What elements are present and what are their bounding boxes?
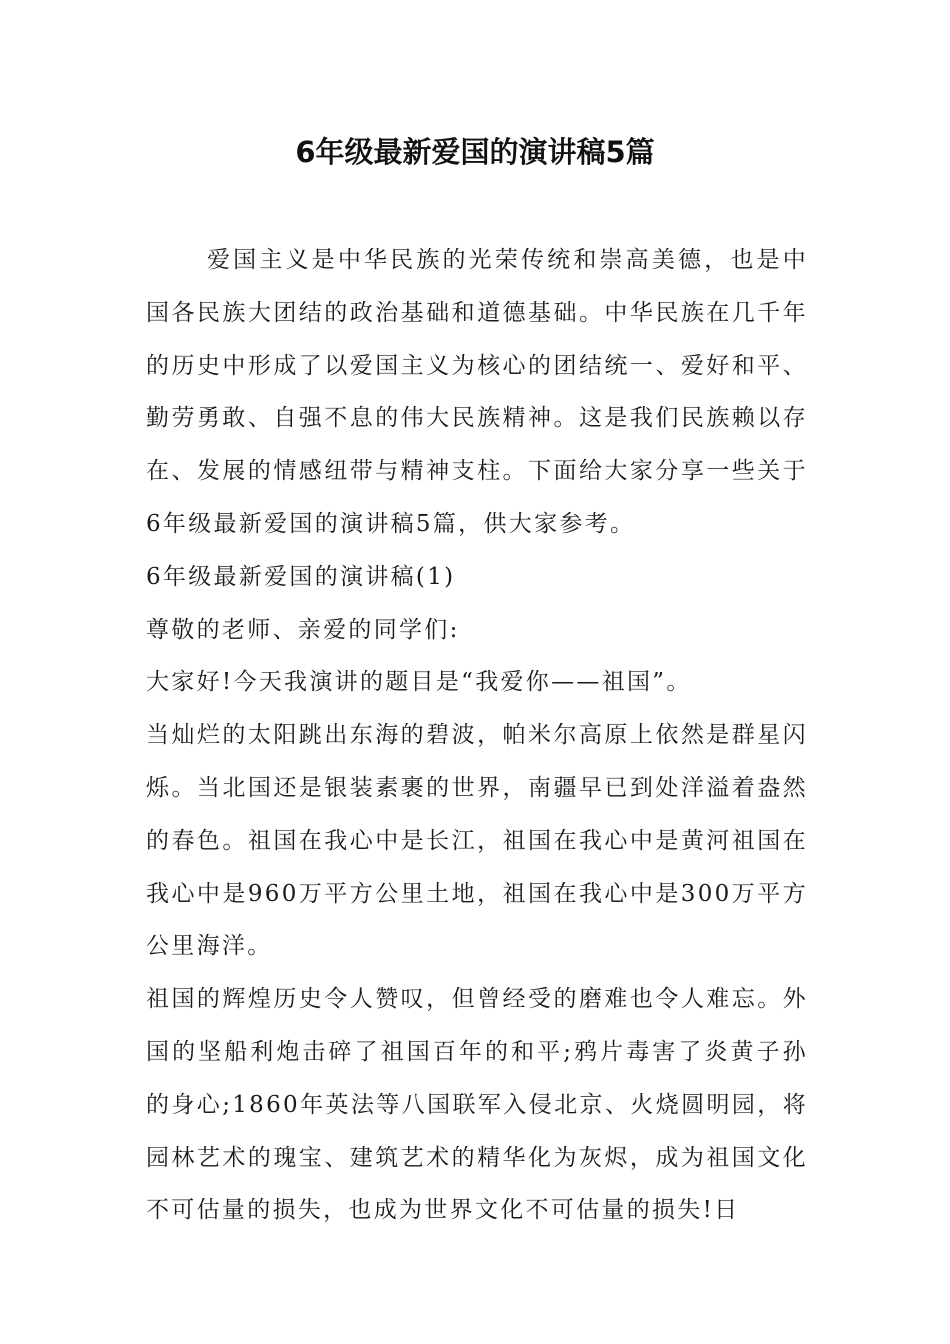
salutation: 尊敬的老师、亲爱的同学们: [146, 616, 460, 643]
body-paragraph: 祖国的辉煌历史令人赞叹，但曾经受的磨难也令人难忘。外国的坚船利炮击碎了祖国百年的和平;鸦片毒害了炎黄子孙的身心;1860年英法等八国联军入侵北京、火烧圆明园，将园林艺术的瑰宝、建筑艺术的精华化为灰烬，成为祖国文化不可估量的损失，也成为世界文化不可估量的损失!日 [146, 986, 808, 1224]
document-title: 6年级最新爱国的演讲稿5篇 [295, 135, 655, 169]
intro-paragraph: 爱国主义是中华民族的光荣传统和崇高美德，也是中国各民族大团结的政治基础和道德基础。中华民族在几千年的历史中形成了以爱国主义为核心的团结统一、爱好和平、勤劳勇敢、自强不息的伟大民族精神。这是我们民族赖以存在、发展的情感纽带与精神支柱。下面给大家分享一些关于6年级最新爱国的演讲稿5篇，供大家参考。 [146, 247, 808, 537]
speech-heading: 6年级最新爱国的演讲稿(1) [146, 563, 456, 590]
greeting-paragraph: 大家好!今天我演讲的题目是“我爱你——祖国”。 [146, 669, 692, 696]
body-paragraph: 当灿烂的太阳跳出东海的碧波，帕米尔高原上依然是群星闪烁。当北国还是银装素裹的世界，南疆早已到处洋溢着盎然的春色。祖国在我心中是长江，祖国在我心中是黄河祖国在我心中是960万平方公里土地，祖国在我心中是300万平方公里海洋。 [146, 722, 808, 960]
document-body [146, 234, 808, 1237]
